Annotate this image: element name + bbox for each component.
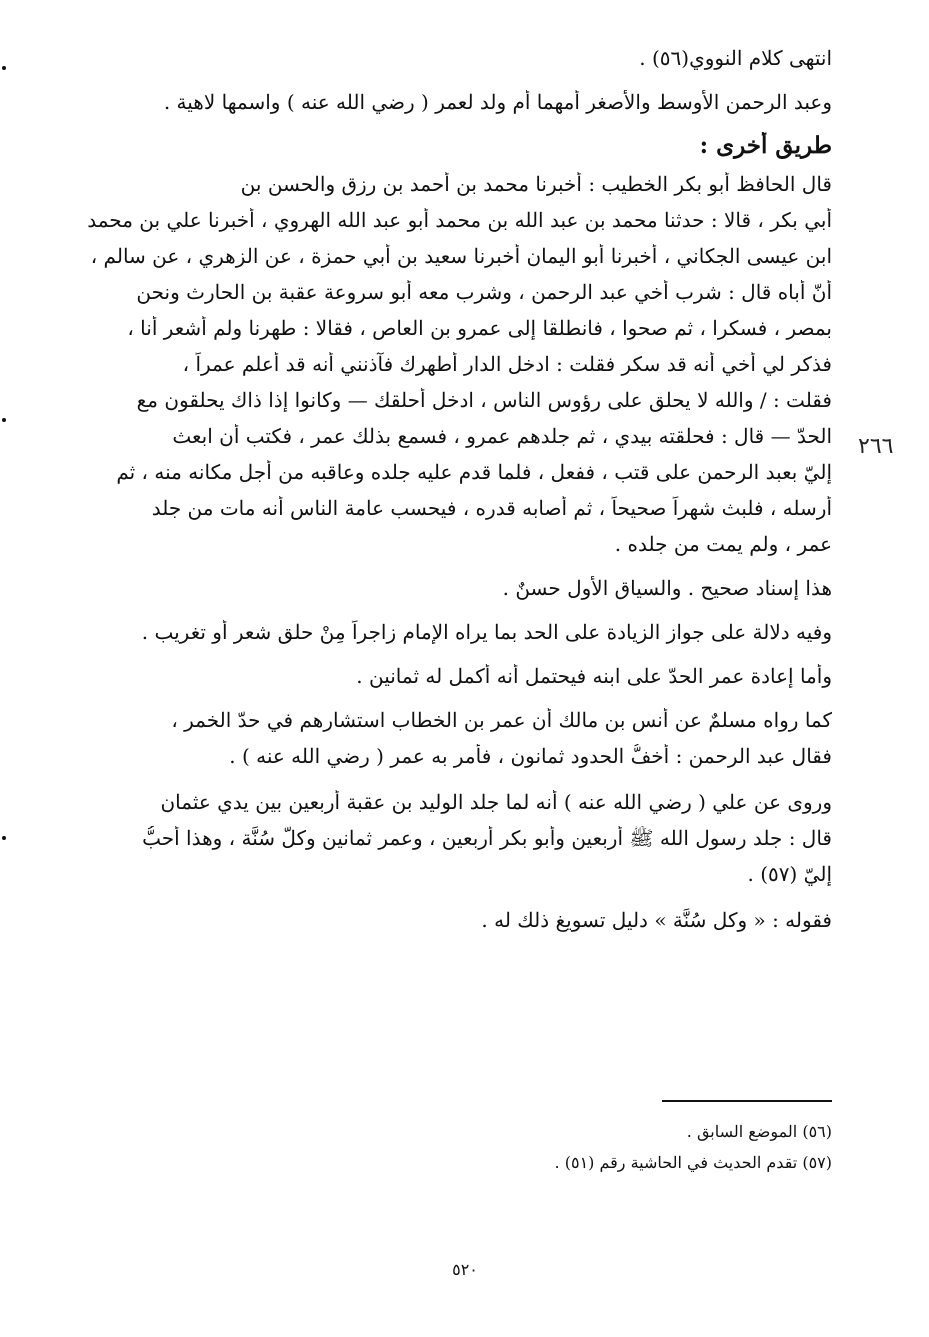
text-line: قال : جلد رسول الله ﷺ أربعين وأبو بكر أربعين ، وعمر ثمانين وكلٌّ سُنَّة ، وهذا أحبُّ	[142, 825, 832, 850]
text-line: هذا إسناد صحيح . والسياق الأول حسنٌ .	[502, 575, 832, 600]
text-line: وفيه دلالة على جواز الزيادة على الحد بما يراه الإمام زاجراً مِنْ حلق شعرٍ أو تغريب .	[141, 619, 832, 644]
text-line: أنّ أباه قال : شرب أخي عبد الرحمن ، وشرب معه أبو سروعة عقبة بن الحارث ونحن	[136, 279, 832, 304]
footnote: (٥٧) تقدم الحديث في الحاشية رقم (٥١) .	[554, 1153, 832, 1173]
text-line: انتهى كلام النووي(٥٦) .	[639, 46, 832, 70]
text-line: أبي بكر ، قالا : حدثنا محمد بن عبد الله بن محمد أبو عبد الله الهروي ، أخبرنا علي بن محمد	[87, 207, 832, 232]
text-line: فقال عبد الرحمن : أخفُّ الحدود ثمانون ، فأمر به عمر ( رضي الله عنه ) .	[229, 743, 832, 768]
footnote-separator	[662, 1100, 832, 1102]
text-line: أرسله ، فلبث شهراً صحيحاً ، ثم أصابه قدره ، فيحسب عامة الناس أنه مات من جلد	[151, 495, 832, 520]
scan-dot-mark	[2, 66, 6, 70]
section-heading: طريق أخرى :	[699, 132, 832, 159]
scan-dot-mark	[2, 836, 6, 840]
text-line: إليّ (٥٧) .	[747, 861, 832, 886]
text-line: ابن عيسى الجكاني ، أخبرنا أبو اليمان أخبرنا سعيد بن أبي حمزة ، عن الزهري ، عن سالم ،	[90, 243, 832, 268]
scan-dot-mark	[2, 418, 6, 422]
text-line: قال الحافظ أبو بكر الخطيب : أخبرنا محمد بن أحمد بن رزق والحسن بن	[240, 171, 832, 196]
text-line: كما رواه مسلمٌ عن أنس بن مالك أن عمر بن الخطاب استشارهم في حدّ الخمر ،	[171, 707, 832, 732]
footnotes	[380, 1122, 832, 1184]
text-line: وأما إعادة عمر الحدّ على ابنه فيحتمل أنه أكمل له ثمانين .	[356, 663, 832, 688]
text-line: بمصر ، فسكرا ، ثم صحوا ، فانطلقا إلى عمرو بن العاص ، فقالا : طهرنا ولم أشعر أنا ،	[127, 315, 832, 340]
main-text	[80, 46, 832, 932]
text-line: فذكر لي أخي أنه قد سكر فقلت : ادخل الدار أطهرك فآذنني أنه قد أعلم عمراً ،	[182, 351, 832, 376]
text-line: وروى عن علي ( رضي الله عنه ) أنه لما جلد الوليد بن عقبة أربعين بين يدي عثمان	[160, 789, 832, 814]
page-number: ٥٢٠	[452, 1260, 478, 1279]
text-line: إليّ بعبد الرحمن على قتب ، ففعل ، فلما قدم عليه جلده وعاقبه من أجل مكانه منه ، ثم	[116, 459, 832, 484]
text-line: الحدّ — قال : فحلقته بيدي ، ثم جلدهم عمرو ، فسمع بذلك عمر ، فكتب أن ابعث	[172, 423, 832, 448]
text-line: عمر ، ولم يمت من جلده .	[614, 531, 832, 556]
text-line: فقلت : / والله لا يحلق على رؤوس الناس ، ادخل أحلقك — وكانوا إذا ذاك يحلقون مع	[136, 387, 832, 412]
text-line: فقوله : « وكل سُنَّة » دليل تسويغ ذلك له .	[481, 907, 832, 932]
footnote: (٥٦) الموضع السابق .	[686, 1122, 832, 1141]
margin-page-reference: ٢٦٦	[858, 434, 894, 459]
text-line: وعبد الرحمن الأوسط والأصغر أمهما أم ولد لعمر ( رضي الله عنه ) واسمها لاهية .	[163, 90, 832, 114]
